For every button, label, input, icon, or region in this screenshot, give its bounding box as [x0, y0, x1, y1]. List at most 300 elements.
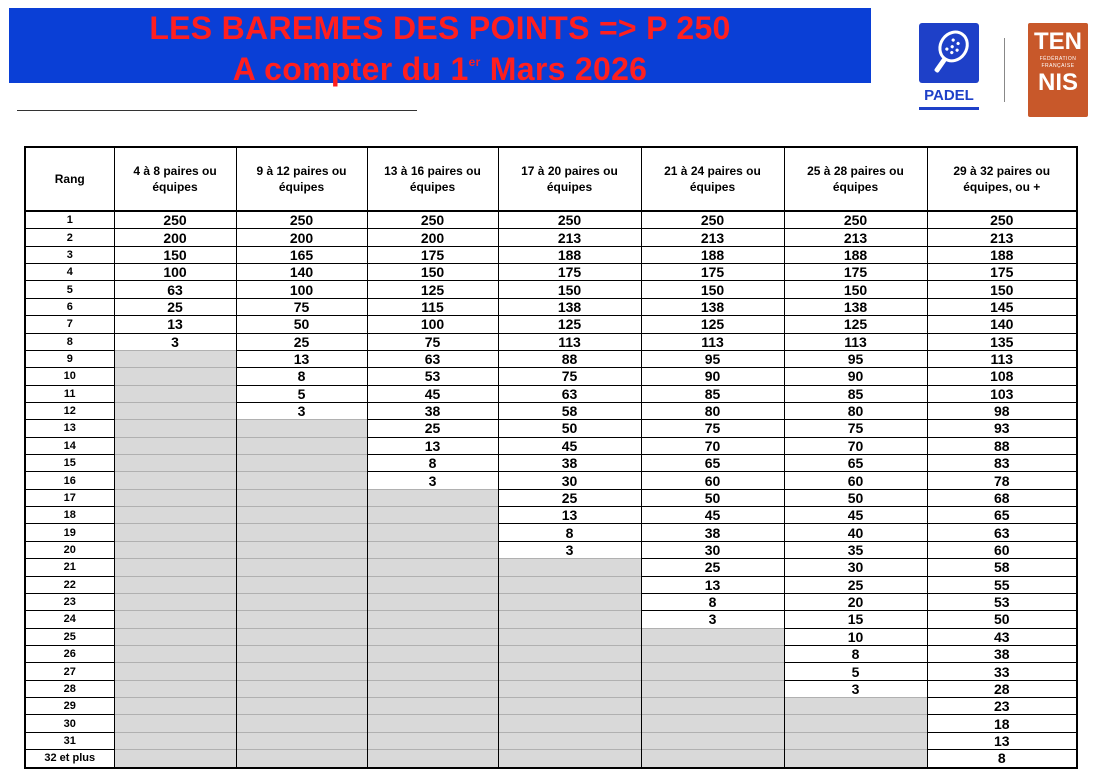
- points-cell: 38: [367, 402, 498, 419]
- empty-cell: [367, 559, 498, 576]
- empty-cell: [114, 437, 236, 454]
- points-cell: 150: [641, 281, 784, 298]
- points-cell: 23: [927, 698, 1077, 715]
- underline-rule: [17, 110, 417, 111]
- points-cell: 250: [114, 211, 236, 229]
- points-cell: 80: [641, 402, 784, 419]
- points-cell: 213: [784, 229, 927, 246]
- points-cell: 175: [498, 264, 641, 281]
- points-cell: 13: [498, 507, 641, 524]
- points-cell: 38: [498, 455, 641, 472]
- empty-cell: [641, 750, 784, 768]
- points-cell: 45: [367, 385, 498, 402]
- points-cell: 125: [641, 316, 784, 333]
- empty-cell: [114, 576, 236, 593]
- points-cell: 50: [498, 420, 641, 437]
- table-row: [25, 541, 1077, 558]
- table-row: [25, 385, 1077, 402]
- column-header: 4 à 8 paires ou équipes: [114, 147, 236, 211]
- rank-cell: 2: [25, 229, 114, 246]
- empty-cell: [236, 715, 367, 732]
- empty-cell: [784, 698, 927, 715]
- rank-cell: 17: [25, 489, 114, 506]
- rank-cell: 15: [25, 455, 114, 472]
- rank-cell: 20: [25, 541, 114, 558]
- empty-cell: [114, 593, 236, 610]
- empty-cell: [114, 402, 236, 419]
- points-cell: 150: [498, 281, 641, 298]
- title-line-1: LES BAREMES DES POINTS => P 250: [149, 10, 731, 46]
- points-cell: 53: [367, 368, 498, 385]
- points-cell: 60: [641, 472, 784, 489]
- points-cell: 75: [367, 333, 498, 350]
- points-cell: 28: [927, 680, 1077, 697]
- empty-cell: [114, 350, 236, 367]
- points-cell: 175: [927, 264, 1077, 281]
- table-row: [25, 732, 1077, 749]
- points-cell: 8: [498, 524, 641, 541]
- points-cell: 75: [784, 420, 927, 437]
- rank-cell: 18: [25, 507, 114, 524]
- rank-cell: 25: [25, 628, 114, 645]
- points-cell: 63: [114, 281, 236, 298]
- points-cell: 45: [641, 507, 784, 524]
- points-cell: 30: [498, 472, 641, 489]
- points-cell: 140: [927, 316, 1077, 333]
- padel-logo: [919, 23, 979, 117]
- empty-cell: [114, 611, 236, 628]
- points-cell: 15: [784, 611, 927, 628]
- empty-cell: [367, 628, 498, 645]
- empty-cell: [641, 663, 784, 680]
- points-cell: 78: [927, 472, 1077, 489]
- empty-cell: [498, 715, 641, 732]
- title-line-2-end: Mars 2026: [480, 51, 648, 87]
- empty-cell: [236, 698, 367, 715]
- empty-cell: [498, 663, 641, 680]
- rank-cell: 30: [25, 715, 114, 732]
- empty-cell: [498, 576, 641, 593]
- rank-cell: 26: [25, 645, 114, 662]
- empty-cell: [114, 645, 236, 662]
- points-cell: 33: [927, 663, 1077, 680]
- title-banner: [9, 8, 871, 87]
- points-cell: 80: [784, 402, 927, 419]
- points-cell: 55: [927, 576, 1077, 593]
- points-cell: 45: [498, 437, 641, 454]
- empty-cell: [641, 680, 784, 697]
- empty-cell: [114, 541, 236, 558]
- points-cell: 98: [927, 402, 1077, 419]
- logo-separator: [1004, 38, 1005, 102]
- table-row: [25, 489, 1077, 506]
- table-row: [25, 524, 1077, 541]
- rank-cell: 27: [25, 663, 114, 680]
- empty-cell: [114, 524, 236, 541]
- empty-cell: [367, 507, 498, 524]
- points-cell: 30: [784, 559, 927, 576]
- points-cell: 3: [498, 541, 641, 558]
- column-header: 29 à 32 paires ou équipes, ou +: [927, 147, 1077, 211]
- empty-cell: [367, 576, 498, 593]
- points-cell: 103: [927, 385, 1077, 402]
- empty-cell: [236, 472, 367, 489]
- empty-cell: [236, 680, 367, 697]
- empty-cell: [367, 524, 498, 541]
- points-cell: 13: [927, 732, 1077, 749]
- rank-cell: 23: [25, 593, 114, 610]
- points-cell: 25: [236, 333, 367, 350]
- points-cell: 175: [367, 246, 498, 263]
- points-cell: 38: [927, 645, 1077, 662]
- points-cell: 250: [367, 211, 498, 229]
- points-cell: 50: [927, 611, 1077, 628]
- points-cell: 65: [784, 455, 927, 472]
- points-cell: 65: [641, 455, 784, 472]
- table-row: [25, 437, 1077, 454]
- table-row: [25, 402, 1077, 419]
- points-cell: 250: [927, 211, 1077, 229]
- points-cell: 145: [927, 298, 1077, 315]
- empty-cell: [641, 698, 784, 715]
- empty-cell: [784, 750, 927, 768]
- points-cell: 75: [498, 368, 641, 385]
- table-row: [25, 628, 1077, 645]
- points-cell: 25: [367, 420, 498, 437]
- empty-cell: [236, 489, 367, 506]
- points-cell: 63: [367, 350, 498, 367]
- padel-label: PADEL: [924, 87, 974, 104]
- column-header: 9 à 12 paires ou équipes: [236, 147, 367, 211]
- points-cell: 113: [927, 350, 1077, 367]
- column-header: 21 à 24 paires ou équipes: [641, 147, 784, 211]
- table-row: [25, 264, 1077, 281]
- points-cell: 125: [498, 316, 641, 333]
- empty-cell: [236, 750, 367, 768]
- points-cell: 85: [784, 385, 927, 402]
- points-cell: 95: [784, 350, 927, 367]
- empty-cell: [367, 541, 498, 558]
- empty-cell: [367, 489, 498, 506]
- table-row: [25, 559, 1077, 576]
- empty-cell: [236, 732, 367, 749]
- empty-cell: [114, 750, 236, 768]
- points-cell: 8: [236, 368, 367, 385]
- empty-cell: [367, 750, 498, 768]
- column-header: 13 à 16 paires ou équipes: [367, 147, 498, 211]
- points-cell: 140: [236, 264, 367, 281]
- points-cell: 25: [114, 298, 236, 315]
- empty-cell: [114, 628, 236, 645]
- points-cell: 90: [784, 368, 927, 385]
- empty-cell: [367, 715, 498, 732]
- points-cell: 138: [641, 298, 784, 315]
- rank-cell: 7: [25, 316, 114, 333]
- points-cell: 3: [367, 472, 498, 489]
- points-cell: 150: [367, 264, 498, 281]
- points-cell: 53: [927, 593, 1077, 610]
- empty-cell: [114, 472, 236, 489]
- rank-cell: 3: [25, 246, 114, 263]
- points-cell: 88: [927, 437, 1077, 454]
- points-cell: 20: [784, 593, 927, 610]
- empty-cell: [367, 611, 498, 628]
- rank-cell: 14: [25, 437, 114, 454]
- points-cell: 70: [784, 437, 927, 454]
- points-cell: 3: [641, 611, 784, 628]
- title-line-2: [9, 45, 871, 86]
- empty-cell: [114, 715, 236, 732]
- rank-cell: 28: [25, 680, 114, 697]
- points-cell: 85: [641, 385, 784, 402]
- empty-cell: [114, 420, 236, 437]
- column-header: 17 à 20 paires ou équipes: [498, 147, 641, 211]
- rank-cell: 31: [25, 732, 114, 749]
- points-cell: 138: [784, 298, 927, 315]
- points-cell: 83: [927, 455, 1077, 472]
- points-cell: 188: [784, 246, 927, 263]
- rank-cell: 5: [25, 281, 114, 298]
- rank-cell: 11: [25, 385, 114, 402]
- padel-racket-icon: [919, 23, 979, 83]
- points-cell: 165: [236, 246, 367, 263]
- points-cell: 58: [498, 402, 641, 419]
- table-row: [25, 455, 1077, 472]
- points-cell: 25: [641, 559, 784, 576]
- points-cell: 150: [927, 281, 1077, 298]
- points-cell: 5: [236, 385, 367, 402]
- points-cell: 8: [784, 645, 927, 662]
- title-ordinal: er: [468, 55, 481, 69]
- points-cell: 113: [784, 333, 927, 350]
- points-cell: 3: [236, 402, 367, 419]
- points-cell: 50: [641, 489, 784, 506]
- points-cell: 113: [641, 333, 784, 350]
- empty-cell: [498, 645, 641, 662]
- rank-cell: 24: [25, 611, 114, 628]
- points-cell: 18: [927, 715, 1077, 732]
- points-cell: 200: [236, 229, 367, 246]
- points-cell: 250: [641, 211, 784, 229]
- empty-cell: [236, 541, 367, 558]
- empty-cell: [236, 507, 367, 524]
- points-cell: 250: [236, 211, 367, 229]
- rank-cell: 19: [25, 524, 114, 541]
- empty-cell: [236, 628, 367, 645]
- rank-cell: 29: [25, 698, 114, 715]
- points-cell: 125: [367, 281, 498, 298]
- empty-cell: [114, 489, 236, 506]
- rank-cell: 8: [25, 333, 114, 350]
- rank-cell: 13: [25, 420, 114, 437]
- table-row: [25, 507, 1077, 524]
- empty-cell: [498, 628, 641, 645]
- table-row: [25, 611, 1077, 628]
- points-cell: 65: [927, 507, 1077, 524]
- title-line-2-start: A compter du 1: [232, 51, 469, 87]
- empty-cell: [114, 680, 236, 697]
- empty-cell: [236, 437, 367, 454]
- tennis-top-text: TEN: [1034, 28, 1082, 55]
- points-cell: 90: [641, 368, 784, 385]
- table-body: [25, 211, 1077, 768]
- empty-cell: [641, 645, 784, 662]
- empty-cell: [236, 576, 367, 593]
- empty-cell: [236, 559, 367, 576]
- points-cell: 93: [927, 420, 1077, 437]
- points-cell: 63: [927, 524, 1077, 541]
- empty-cell: [367, 732, 498, 749]
- points-cell: 60: [784, 472, 927, 489]
- points-cell: 60: [927, 541, 1077, 558]
- points-cell: 58: [927, 559, 1077, 576]
- empty-cell: [498, 611, 641, 628]
- empty-cell: [784, 715, 927, 732]
- empty-cell: [367, 645, 498, 662]
- empty-cell: [498, 732, 641, 749]
- table-row: [25, 715, 1077, 732]
- table-row: [25, 211, 1077, 229]
- points-cell: 175: [641, 264, 784, 281]
- points-cell: 75: [641, 420, 784, 437]
- table-row: [25, 420, 1077, 437]
- points-cell: 115: [367, 298, 498, 315]
- tennis-bottom-text: NIS: [1037, 69, 1078, 96]
- points-cell: 8: [927, 750, 1077, 768]
- empty-cell: [641, 715, 784, 732]
- empty-cell: [236, 455, 367, 472]
- points-cell: 175: [784, 264, 927, 281]
- points-cell: 13: [367, 437, 498, 454]
- points-cell: 40: [784, 524, 927, 541]
- points-cell: 250: [498, 211, 641, 229]
- rank-cell: 10: [25, 368, 114, 385]
- empty-cell: [367, 698, 498, 715]
- empty-cell: [236, 611, 367, 628]
- empty-cell: [498, 750, 641, 768]
- table-row: [25, 229, 1077, 246]
- empty-cell: [236, 420, 367, 437]
- points-cell: 30: [641, 541, 784, 558]
- points-cell: 88: [498, 350, 641, 367]
- points-cell: 100: [236, 281, 367, 298]
- rank-cell: 9: [25, 350, 114, 367]
- empty-cell: [114, 507, 236, 524]
- table-row: [25, 246, 1077, 263]
- table-row: [25, 316, 1077, 333]
- table-row: [25, 333, 1077, 350]
- empty-cell: [236, 524, 367, 541]
- points-cell: 5: [784, 663, 927, 680]
- points-cell: 3: [114, 333, 236, 350]
- table-row: [25, 350, 1077, 367]
- points-cell: 3: [784, 680, 927, 697]
- empty-cell: [114, 559, 236, 576]
- empty-cell: [114, 368, 236, 385]
- points-cell: 13: [236, 350, 367, 367]
- points-table: [24, 146, 1078, 769]
- points-cell: 8: [367, 455, 498, 472]
- points-cell: 150: [114, 246, 236, 263]
- table-row: [25, 750, 1077, 768]
- empty-cell: [498, 698, 641, 715]
- points-cell: 8: [641, 593, 784, 610]
- points-cell: 95: [641, 350, 784, 367]
- padel-underline: [919, 107, 979, 110]
- points-cell: 10: [784, 628, 927, 645]
- empty-cell: [236, 593, 367, 610]
- points-cell: 35: [784, 541, 927, 558]
- tennis-federation-text: FÉDÉRATION: [1039, 56, 1077, 62]
- points-cell: 150: [784, 281, 927, 298]
- points-cell: 200: [114, 229, 236, 246]
- points-cell: 100: [367, 316, 498, 333]
- points-cell: 213: [927, 229, 1077, 246]
- points-cell: 213: [641, 229, 784, 246]
- table-row: [25, 472, 1077, 489]
- empty-cell: [114, 455, 236, 472]
- points-cell: 75: [236, 298, 367, 315]
- points-cell: 63: [498, 385, 641, 402]
- rank-cell: 6: [25, 298, 114, 315]
- points-cell: 213: [498, 229, 641, 246]
- points-cell: 188: [498, 246, 641, 263]
- rank-cell: 32 et plus: [25, 750, 114, 768]
- empty-cell: [114, 385, 236, 402]
- points-cell: 200: [367, 229, 498, 246]
- points-cell: 38: [641, 524, 784, 541]
- points-cell: 43: [927, 628, 1077, 645]
- empty-cell: [367, 680, 498, 697]
- rank-cell: 22: [25, 576, 114, 593]
- table-row: [25, 663, 1077, 680]
- points-cell: 250: [784, 211, 927, 229]
- empty-cell: [367, 663, 498, 680]
- empty-cell: [784, 732, 927, 749]
- points-cell: 50: [236, 316, 367, 333]
- points-cell: 50: [784, 489, 927, 506]
- points-cell: 138: [498, 298, 641, 315]
- points-cell: 25: [498, 489, 641, 506]
- tennis-francaise-text: FRANÇAISE: [1041, 63, 1075, 69]
- points-cell: 188: [927, 246, 1077, 263]
- column-header: Rang: [25, 147, 114, 211]
- table-row: [25, 281, 1077, 298]
- table-row: [25, 593, 1077, 610]
- empty-cell: [114, 663, 236, 680]
- empty-cell: [498, 593, 641, 610]
- empty-cell: [641, 732, 784, 749]
- points-cell: 188: [641, 246, 784, 263]
- points-cell: 113: [498, 333, 641, 350]
- points-cell: 125: [784, 316, 927, 333]
- rank-cell: 1: [25, 211, 114, 229]
- table-row: [25, 645, 1077, 662]
- empty-cell: [641, 628, 784, 645]
- table-row: [25, 298, 1077, 315]
- points-cell: 135: [927, 333, 1077, 350]
- points-cell: 25: [784, 576, 927, 593]
- points-cell: 13: [114, 316, 236, 333]
- points-cell: 108: [927, 368, 1077, 385]
- rank-cell: 21: [25, 559, 114, 576]
- table-row: [25, 698, 1077, 715]
- fft-tennis-logo: [1028, 23, 1088, 117]
- empty-cell: [114, 698, 236, 715]
- empty-cell: [236, 663, 367, 680]
- empty-cell: [498, 680, 641, 697]
- table-row: [25, 680, 1077, 697]
